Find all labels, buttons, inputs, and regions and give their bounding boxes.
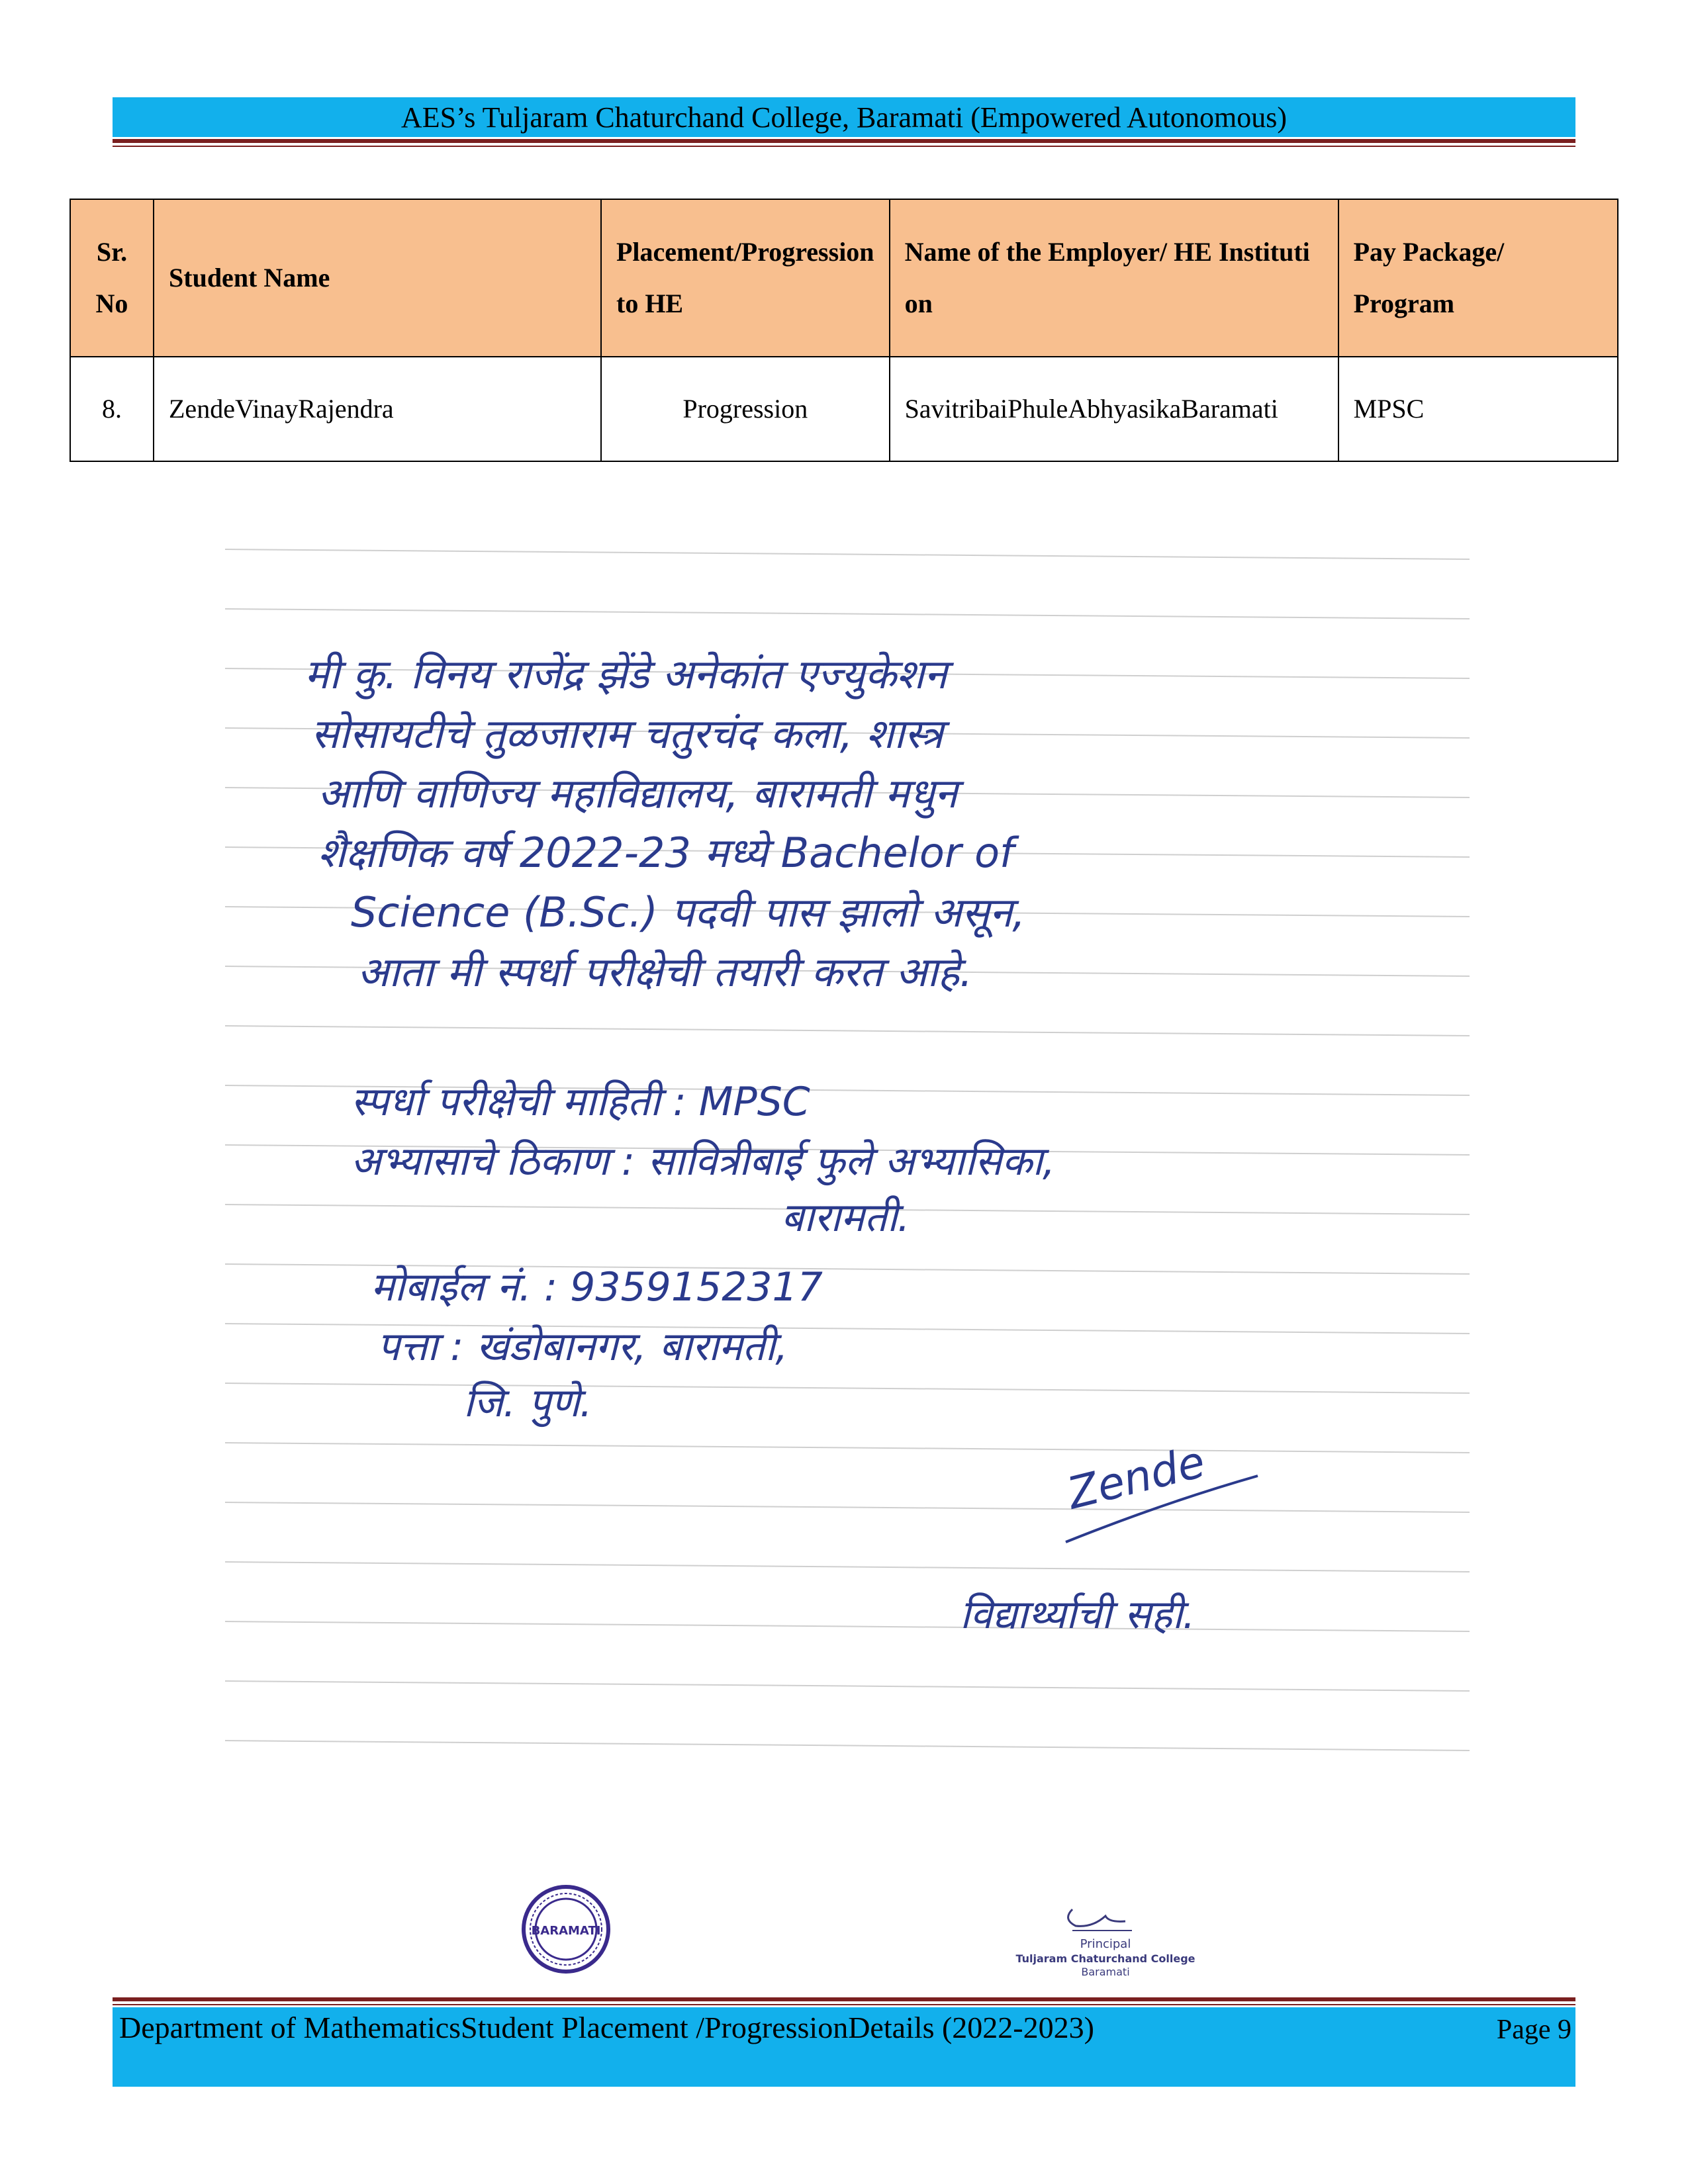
header-sr-no: Sr. No: [70, 199, 154, 357]
letter-line-3: आणि वाणिज्य महाविद्यालय, बारामती मधुन: [318, 769, 958, 817]
letter-line-8: अभ्यासाचे ठिकाण : सावित्रीबाई फुले अभ्यासिका,: [351, 1138, 1056, 1185]
header-rule-thin: [113, 146, 1575, 147]
footer-department: Department of MathematicsStudent Placement /ProgressionDetails (2022-2023): [119, 2011, 1094, 2044]
letter-line-1: मी कु. विनय राजेंद्र झेंडे अनेकांत एज्युकेशन: [305, 650, 947, 698]
cell-pay-package: MPSC: [1338, 357, 1618, 461]
header-band: [113, 97, 1575, 137]
placement-table: [70, 199, 1618, 462]
letter-line-10: मोबाईल नं. : 9359152317: [371, 1264, 823, 1310]
letter-line-12: जि. पुणे.: [463, 1380, 592, 1426]
header-pay-package: Pay Package/ Program: [1338, 199, 1618, 357]
header-rule: [113, 139, 1575, 143]
principal-college: Tuljaram Chaturchand College: [1015, 1952, 1196, 1965]
footer-rule: [113, 1997, 1575, 2001]
letter-line-6: आता मी स्पर्धा परीक्षेची तयारी करत आहे.: [357, 948, 973, 996]
principal-signature: [1068, 1909, 1125, 1926]
table-header-row: [70, 199, 1618, 357]
footer-band: [113, 2007, 1575, 2087]
signature-caption: विद्यार्थ्याची सही.: [960, 1592, 1196, 1638]
header-placement: Placement/Progression to HE: [601, 199, 890, 357]
letter-line-9: बारामती.: [781, 1195, 910, 1241]
footer-rule-thin: [113, 2004, 1575, 2005]
college-seal: [520, 1883, 612, 1976]
letter-line-4: शैक्षणिक वर्ष 2022-23 मध्ये Bachelor of: [318, 829, 1014, 877]
letter-line-11: पत्ता : खंडोबानगर, बारामती,: [377, 1324, 788, 1370]
principal-stamp: [993, 1889, 1218, 1982]
header-employer: Name of the Employer/ HE Institution: [890, 199, 1338, 357]
header-title: AES’s Tuljaram Chaturchand College, Baramati (Empowered Autonomous): [400, 101, 1288, 134]
cell-sr-no: 8.: [70, 357, 154, 461]
header-student-name: Student Name: [154, 199, 601, 357]
cell-employer: SavitribaiPhuleAbhyasikaBaramati: [890, 357, 1338, 461]
handwritten-letter: [225, 523, 1470, 1780]
principal-title: Principal: [1080, 1937, 1131, 1951]
letter-line-5: Science (B.Sc.) पदवी पास झालो असून,: [351, 888, 1025, 936]
letter-line-2: सोसायटीचे तुळजाराम चतुरचंद कला, शास्त्र: [311, 709, 943, 758]
page-number: Page 9: [1496, 2015, 1571, 2045]
letter-line-7: स्पर्धा परीक्षेची माहिती : MPSC: [351, 1079, 810, 1125]
table-row: [70, 357, 1618, 461]
seal-text: BARAMATI: [531, 1924, 601, 1938]
principal-city: Baramati: [1081, 1966, 1130, 1978]
cell-student-name: ZendeVinayRajendra: [154, 357, 601, 461]
cell-placement: Progression: [601, 357, 890, 461]
student-signature: Zende: [1062, 1435, 1210, 1520]
